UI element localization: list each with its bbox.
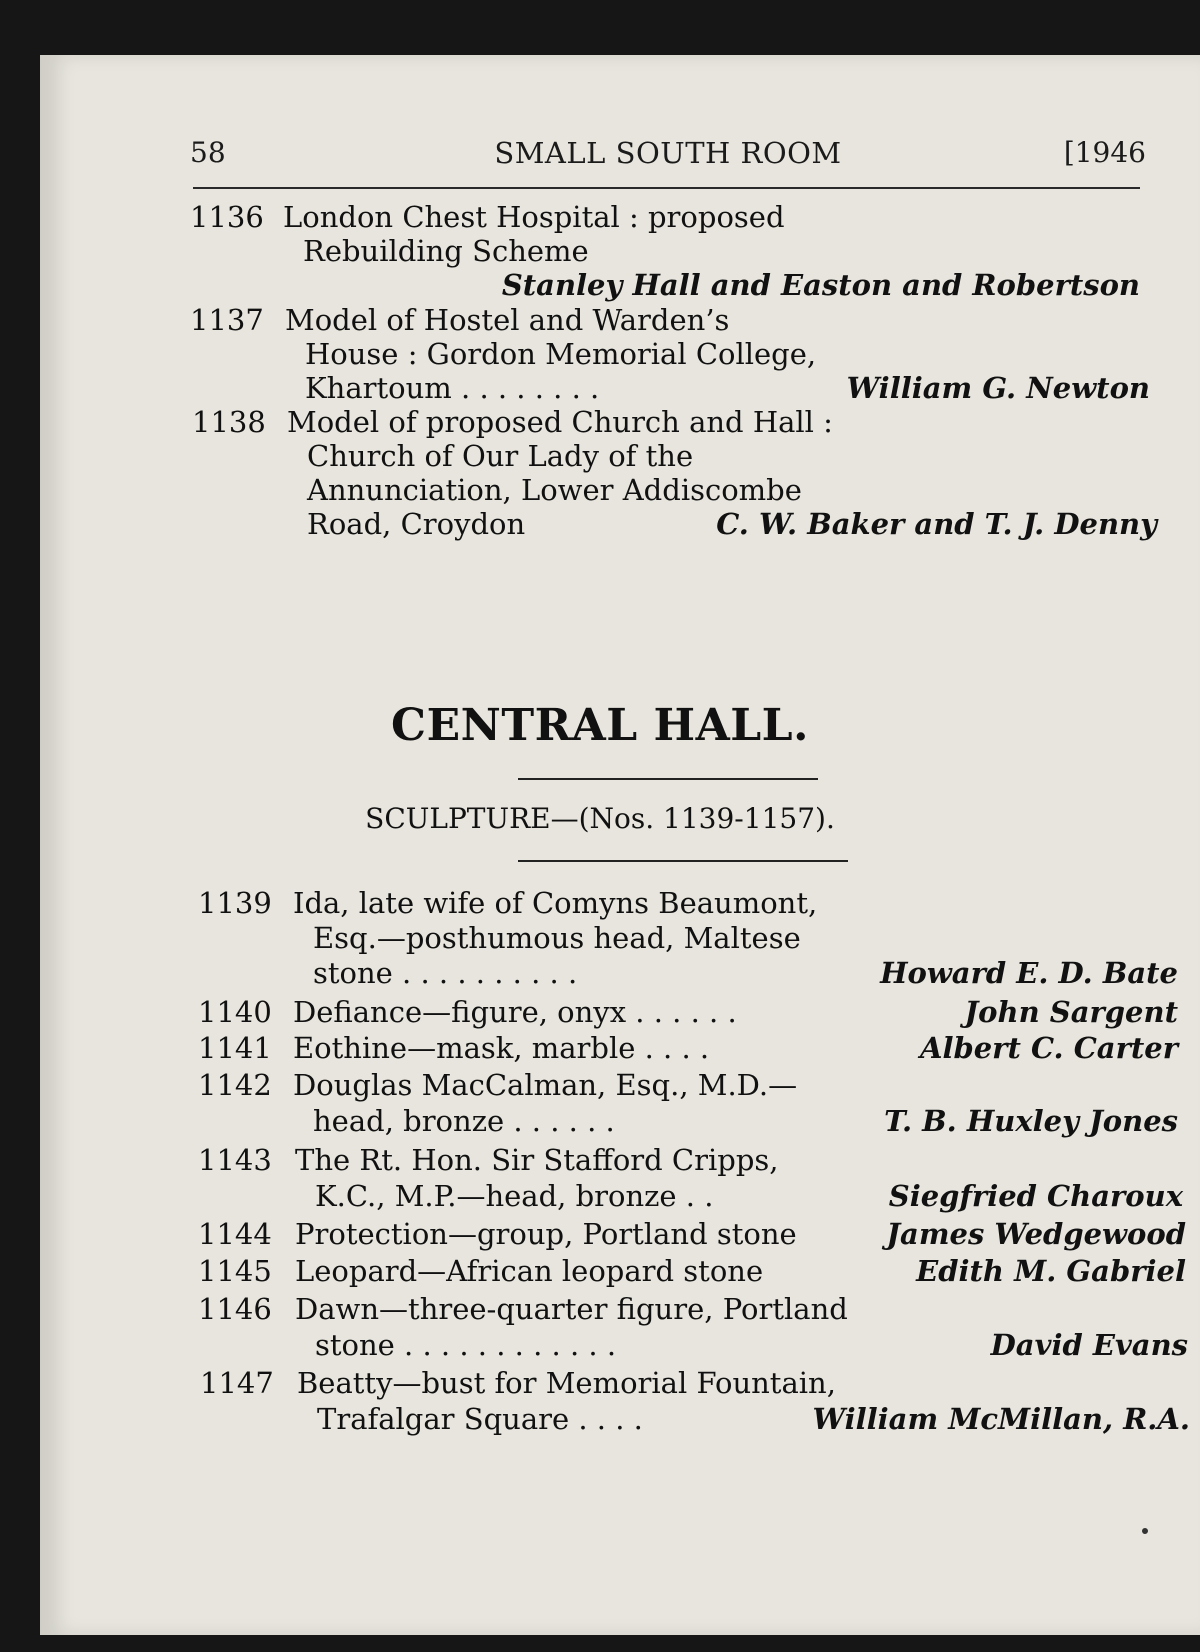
- entry-line: Annunciation, Lower Addiscombe: [307, 473, 802, 507]
- catalogue-entry: [198, 995, 1178, 1031]
- catalogue-entry: [198, 886, 1178, 996]
- entry-artist: Edith M. Gabriel: [916, 1254, 1186, 1288]
- entry-line: Esq.—posthumous head, Maltese: [313, 921, 801, 955]
- header-rule: [193, 187, 1140, 189]
- entry-line: Rebuilding Scheme: [303, 234, 589, 268]
- entry-number: 1137: [190, 303, 264, 337]
- entry-line: House : Gordon Memorial College,: [305, 337, 817, 371]
- entry-line: Leopard—African leopard stone: [295, 1254, 764, 1288]
- entry-artist: William G. Newton: [846, 371, 1150, 405]
- catalogue-entry: [198, 1254, 1186, 1290]
- entry-line: head, bronze . . . . . .: [313, 1104, 615, 1138]
- entry-artist: John Sargent: [964, 995, 1178, 1029]
- entry-artist: William McMillan, R.A.: [812, 1402, 1190, 1436]
- catalogue-entry: [198, 1031, 1178, 1067]
- entry-line: Trafalgar Square . . . .: [317, 1402, 643, 1436]
- entry-number: 1140: [198, 995, 272, 1029]
- catalogue-entry: [198, 1068, 1178, 1140]
- catalogue-entry: [190, 303, 1150, 403]
- entry-number: 1142: [198, 1068, 272, 1102]
- page-header: [190, 130, 1146, 180]
- entry-number: 1144: [198, 1217, 272, 1251]
- catalogue-entry: [192, 405, 1157, 545]
- hall-title: CENTRAL HALL.: [391, 700, 809, 751]
- entry-line: Road, Croydon: [307, 507, 526, 541]
- entry-artist: Albert C. Carter: [919, 1031, 1178, 1065]
- entry-line: Defiance—figure, onyx . . . . . .: [293, 995, 737, 1029]
- running-title: SMALL SOUTH ROOM: [494, 136, 842, 170]
- entry-artist: C. W. Baker and T. J. Denny: [716, 507, 1157, 541]
- entry-artist: Siegfried Charoux: [888, 1179, 1183, 1213]
- section-rule: [518, 860, 848, 862]
- catalogue-entry: [200, 1366, 1190, 1438]
- entry-line: Khartoum . . . . . . . .: [305, 371, 600, 405]
- entry-artist: T. B. Huxley Jones: [884, 1104, 1178, 1138]
- catalogue-entry: [198, 1143, 1183, 1215]
- entry-artist: James Wedgewood: [886, 1217, 1186, 1251]
- entry-number: 1138: [192, 405, 266, 439]
- entry-number: 1145: [198, 1254, 272, 1288]
- catalogue-entry: [190, 200, 1150, 300]
- entry-line: stone . . . . . . . . . .: [313, 956, 578, 990]
- entry-line: stone . . . . . . . . . . . .: [315, 1328, 617, 1362]
- entry-line: Church of Our Lady of the: [307, 439, 694, 473]
- entry-line: Douglas MacCalman, Esq., M.D.—: [293, 1068, 798, 1102]
- entry-number: 1147: [200, 1366, 274, 1400]
- catalogue-entry: [198, 1292, 1188, 1364]
- entry-number: 1143: [198, 1143, 272, 1177]
- entry-number: 1146: [198, 1292, 272, 1326]
- entry-line: Dawn—three-quarter figure, Portland: [295, 1292, 848, 1326]
- entry-artist: Stanley Hall and Easton and Robertson: [501, 268, 1140, 302]
- entry-line: Protection—group, Portland stone: [295, 1217, 797, 1251]
- catalogue-entry: [198, 1217, 1186, 1253]
- entry-line: Eothine—mask, marble . . . .: [293, 1031, 710, 1065]
- entry-line: The Rt. Hon. Sir Stafford Cripps,: [295, 1143, 779, 1177]
- entry-artist: Howard E. D. Bate: [880, 956, 1178, 990]
- entry-line: Model of proposed Church and Hall :: [287, 405, 833, 439]
- entry-number: 1141: [198, 1031, 272, 1065]
- year-marker: [1946: [1063, 136, 1146, 169]
- entry-number: 1139: [198, 886, 272, 920]
- ink-speck: [1142, 1528, 1148, 1534]
- section-rule: [518, 778, 818, 780]
- entry-artist: David Evans: [990, 1328, 1188, 1362]
- entry-line: Beatty—bust for Memorial Fountain,: [297, 1366, 836, 1400]
- entry-line: Model of Hostel and Warden’s: [285, 303, 730, 337]
- entry-line: Ida, late wife of Comyns Beaumont,: [293, 886, 818, 920]
- entry-line: London Chest Hospital : proposed: [283, 200, 785, 234]
- section-title: SCULPTURE—(Nos. 1139-1157).: [365, 802, 835, 835]
- entry-line: K.C., M.P.—head, bronze . .: [315, 1179, 714, 1213]
- page-number: 58: [190, 136, 226, 169]
- entry-number: 1136: [190, 200, 264, 234]
